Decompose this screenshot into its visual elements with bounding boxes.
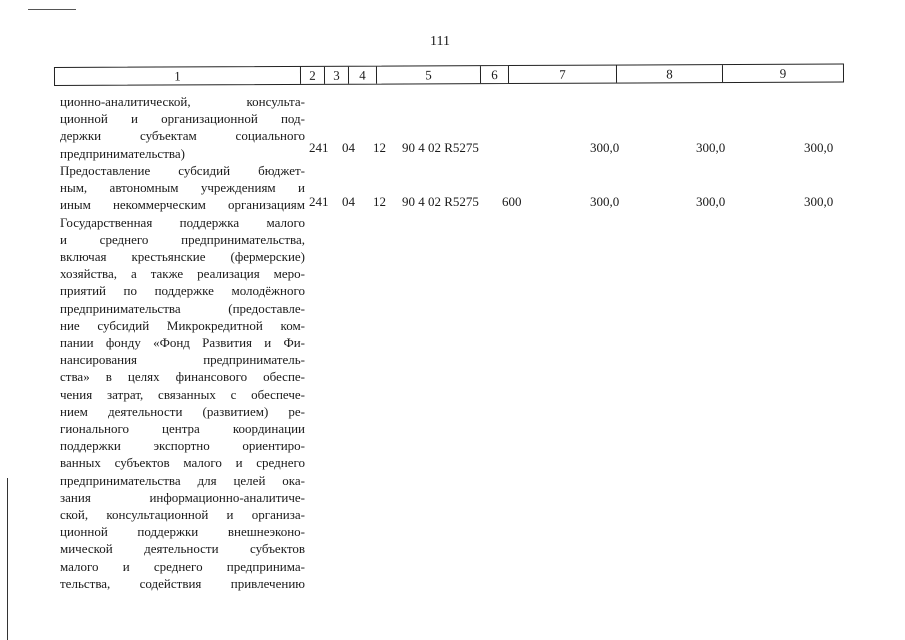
desc-line: малого и среднего предпринима- bbox=[60, 558, 305, 574]
header-col-9: 9 bbox=[779, 65, 787, 81]
desc-line: хозяйства, а также реализация меро- bbox=[60, 266, 305, 282]
header-col-7: 7 bbox=[509, 66, 617, 83]
header-col-1: 1 bbox=[55, 67, 301, 85]
desc-line: предпринимательства) bbox=[60, 145, 185, 161]
desc-line: держки субъектам социального bbox=[60, 128, 305, 144]
desc-line: нансирования предприниматель- bbox=[60, 352, 305, 368]
cell-c4: 12 bbox=[373, 194, 386, 209]
header-col-5: 5 bbox=[377, 66, 481, 83]
desc-line: гионального центра координации bbox=[60, 421, 305, 437]
cell-c6: 600 bbox=[502, 194, 522, 209]
cell-c9: 300,0 bbox=[804, 194, 834, 209]
desc-line: мической деятельности субъектов bbox=[60, 541, 305, 557]
desc-line: чения затрат, связанных с обеспече- bbox=[60, 386, 305, 402]
desc-line: ской, консультационной и организа- bbox=[60, 507, 305, 523]
table-row bbox=[0, 194, 905, 211]
cell-c2: 241 bbox=[309, 140, 329, 155]
cell-c7: 300,0 bbox=[590, 194, 620, 209]
desc-line: Государственная поддержка малого bbox=[60, 214, 305, 230]
desc-line: включая крестьянские (фермерские) bbox=[60, 249, 305, 265]
desc-line: ванных субъектов малого и среднего bbox=[60, 455, 305, 471]
table-row bbox=[0, 140, 905, 157]
cell-c5: 90 4 02 R5275 bbox=[402, 140, 479, 155]
desc-line: предпринимательства для целей ока- bbox=[60, 472, 305, 488]
header-col-3: 3 bbox=[325, 67, 349, 84]
description-block-2 bbox=[60, 162, 305, 592]
desc-line: Предоставление субсидий бюджет- bbox=[60, 163, 305, 178]
desc-line: нием деятельности (развитием) ре- bbox=[60, 403, 305, 419]
top-rule bbox=[28, 9, 76, 10]
desc-line: ным, автономным учреждениям и bbox=[60, 180, 305, 196]
cell-c3: 04 bbox=[342, 140, 355, 155]
header-col-4: 4 bbox=[349, 67, 377, 84]
header-col-8: 8 bbox=[617, 65, 723, 82]
desc-line: ционно-аналитической, консульта- bbox=[60, 94, 305, 109]
cell-c5: 90 4 02 R5275 bbox=[402, 194, 479, 209]
desc-line: иным некоммерческим организациям bbox=[60, 197, 305, 213]
cell-c3: 04 bbox=[342, 194, 355, 209]
desc-line: ционной и организационной под- bbox=[60, 111, 305, 127]
desc-line: пании фонду «Фонд Развития и Фи- bbox=[60, 335, 305, 351]
desc-line: поддержки экспортно ориентиро- bbox=[60, 438, 305, 454]
cell-c8: 300,0 bbox=[696, 194, 726, 209]
cell-c8: 300,0 bbox=[696, 140, 726, 155]
desc-line: ние субсидий Микрокредитной ком- bbox=[60, 317, 305, 333]
desc-line: тельства, содействия привлечению bbox=[60, 575, 305, 591]
table-header bbox=[54, 64, 844, 86]
cell-c4: 12 bbox=[373, 140, 386, 155]
desc-line: предпринимательства (предоставле- bbox=[60, 300, 305, 316]
desc-line: и среднего предпринимательства, bbox=[60, 231, 305, 247]
desc-line: ства» в целях финансового обеспе- bbox=[60, 369, 305, 385]
cell-c9: 300,0 bbox=[804, 140, 834, 155]
desc-line: ционной поддержки внешнеэконо- bbox=[60, 524, 305, 540]
scan-edge-mark bbox=[7, 478, 8, 640]
cell-c2: 241 bbox=[309, 194, 329, 209]
cell-c7: 300,0 bbox=[590, 140, 620, 155]
header-col-2: 2 bbox=[301, 67, 325, 84]
desc-line: зания информационно-аналитиче- bbox=[60, 489, 305, 505]
page-number: 111 bbox=[430, 34, 450, 49]
header-col-6: 6 bbox=[481, 66, 509, 83]
desc-line: приятий по поддержке молодёжного bbox=[60, 283, 305, 299]
